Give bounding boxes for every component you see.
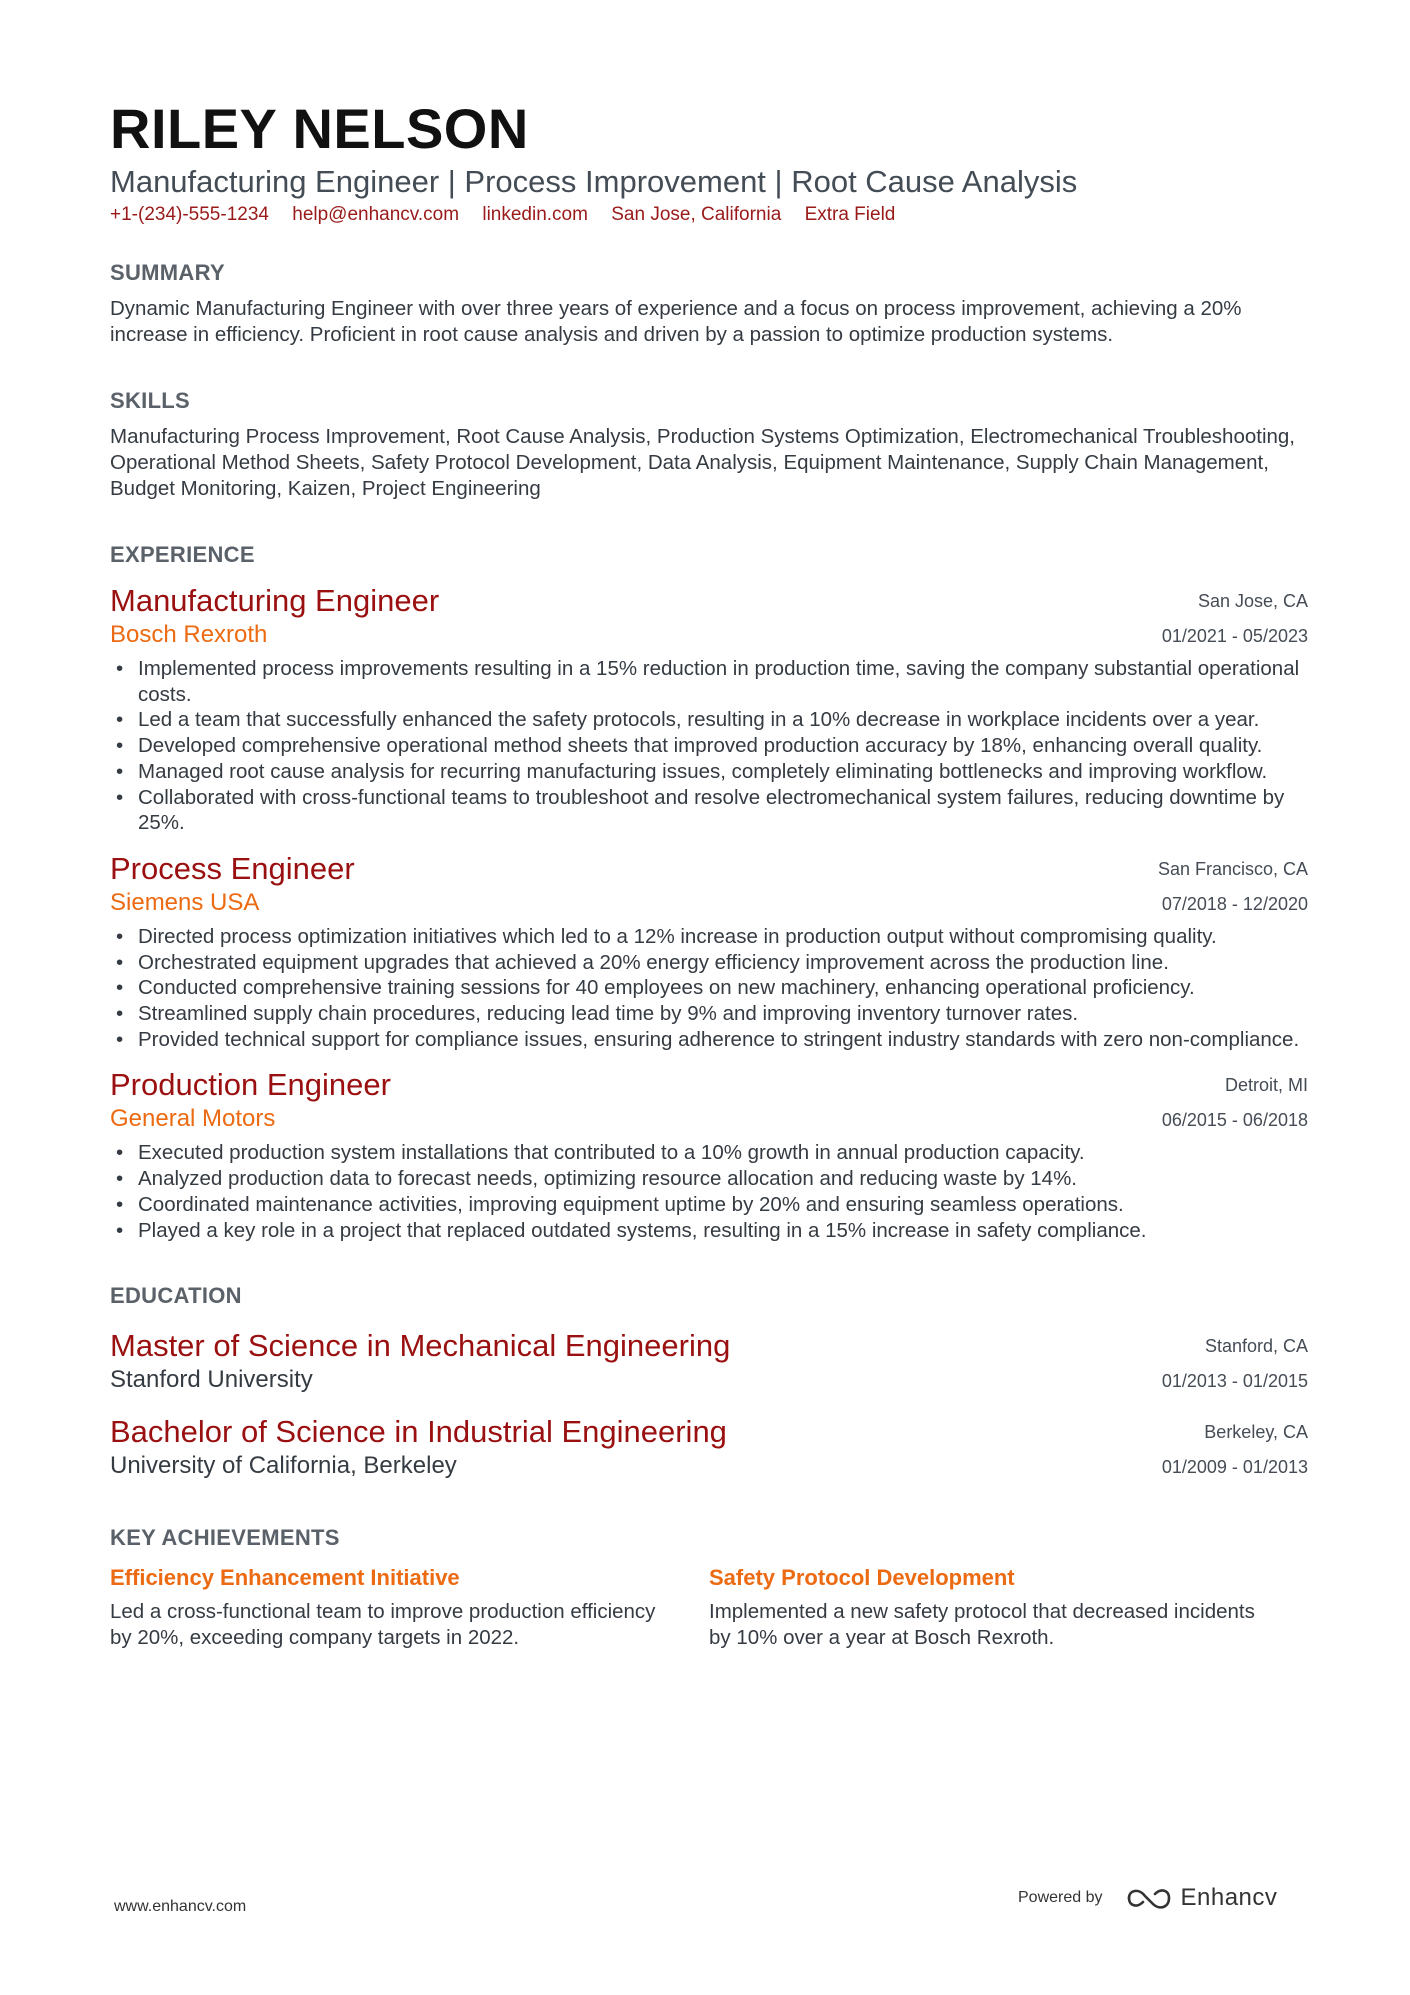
summary-text: Dynamic Manufacturing Engineer with over three years of experience and a focus on process improvement, achieving a 20% increase in efficiency. Proficient in root cause analysis and driven by a passion to optimize production systems. (110, 297, 1242, 346)
bullet-item: • Implemented process improvements resulting in a 15% reduction in production time, saving the company substantial operational costs. (110, 656, 1320, 707)
job-meta (1162, 1068, 1308, 1138)
degree: Bachelor of Science in Industrial Engineering (110, 1414, 727, 1450)
bullet-item: • Conducted comprehensive training sessions for 40 employees on new machinery, enhancing operational proficiency. (110, 975, 1320, 1001)
achievement-text: Implemented a new safety protocol that decreased incidents by 10% over a year at Bosch Rexroth. (709, 1600, 1255, 1650)
degree: Master of Science in Mechanical Engineering (110, 1328, 731, 1364)
job-location: San Jose, CA (1197, 591, 1308, 611)
job-company: Siemens USA (110, 888, 260, 916)
powered-by-label: Powered by (1018, 1889, 1103, 1906)
bullet-item: • Coordinated maintenance activities, improving equipment uptime by 20% and ensuring seamless operations. (110, 1192, 1320, 1218)
job-bullets (110, 656, 1308, 836)
education-dates: 01/2009 - 01/2013 (1161, 1457, 1308, 1478)
achievements-grid (110, 1563, 1308, 1651)
bullet-item: • Provided technical support for compliance issues, ensuring adherence to stringent industry standards with zero non-compliance. (110, 1027, 1320, 1053)
brand-name[interactable]: Enhancv (1180, 1884, 1278, 1911)
job-entry (110, 850, 1308, 1053)
location: San Jose, California (611, 204, 782, 225)
bullet-item: • Played a key role in a project that replaced outdated systems, resulting in a 15% increase in safety compliance. (110, 1218, 1320, 1244)
job-entry (110, 582, 1308, 836)
education-location: Stanford, CA (1204, 1336, 1308, 1357)
education-location: Berkeley, CA (1204, 1422, 1308, 1443)
job-location: San Francisco, CA (1157, 858, 1308, 879)
bullet-item: • Streamlined supply chain procedures, reducing lead time by 9% and improving inventory turnover rates. (110, 1001, 1320, 1027)
job-bullets (110, 1140, 1308, 1243)
education-heading: EDUCATION (110, 1283, 242, 1309)
education-entry (110, 1413, 1308, 1481)
bullet-item: • Executed production system installations that contributed to a 10% growth in annual production capacity. (110, 1140, 1320, 1166)
skills-heading: SKILLS (110, 388, 191, 413)
bullet-item: • Developed comprehensive operational method sheets that improved production accuracy by 18%, enhancing overall quality. (110, 733, 1320, 759)
job-dates: 07/2018 - 12/2020 (1161, 893, 1308, 914)
education-dates: 01/2013 - 01/2015 (1161, 1371, 1308, 1392)
enhancv-logo-icon (1125, 1884, 1173, 1912)
job-dates: 01/2021 - 05/2023 (1161, 626, 1308, 646)
school: University of California, Berkeley (110, 1452, 457, 1480)
candidate-name: RILEY NELSON (110, 97, 529, 160)
education-meta (1162, 1329, 1308, 1399)
job-company: General Motors (110, 1105, 276, 1133)
job-title: Production Engineer (110, 1067, 391, 1103)
bullet-item: • Led a team that successfully enhanced the safety protocols, resulting in a 10% decrease in workplace incidents over a year. (110, 707, 1320, 733)
bullet-item: • Analyzed production data to forecast needs, optimizing resource allocation and reducing waste by 14%. (110, 1166, 1320, 1192)
extra-field: Extra Field (804, 204, 896, 225)
job-location: Detroit, MI (1224, 1075, 1308, 1096)
summary-heading: SUMMARY (110, 260, 225, 285)
achievement-item (709, 1563, 1308, 1651)
bullet-item: • Collaborated with cross-functional teams to troubleshoot and resolve electromechanical system failures, reducing downtime by 25%. (110, 785, 1320, 836)
skills-text: Manufacturing Process Improvement, Root Cause Analysis, Production Systems Optimization, Electromechanical Troubleshooting, Operational Method Sheets, Safety Protocol Development, Data Analysis, Equipment Maintenance, Supply Chain Management, Budget Monitoring, Kaizen, Project Engineering (110, 425, 1295, 500)
bullet-item: • Managed root cause analysis for recurring manufacturing issues, completely eliminating bottlenecks and improving workflow. (110, 759, 1320, 785)
achievement-title: Efficiency Enhancement Initiative (110, 1565, 460, 1591)
job-title: Manufacturing Engineer (110, 583, 440, 618)
achievement-title: Safety Protocol Development (709, 1565, 1015, 1591)
job-dates: 06/2015 - 06/2018 (1161, 1110, 1308, 1131)
achievement-item (110, 1563, 709, 1651)
footer-website[interactable]: www.enhancv.com (114, 1898, 247, 1915)
phone[interactable]: +1-(234)-555-1234 (110, 204, 269, 225)
achievements-heading: KEY ACHIEVEMENTS (110, 1525, 340, 1551)
bullet-item: • Orchestrated equipment upgrades that achieved a 20% energy efficiency improvement across the production line. (110, 950, 1320, 976)
experience-heading: EXPERIENCE (110, 542, 255, 567)
linkedin-link[interactable]: linkedin.com (482, 204, 588, 225)
footer-branding (1018, 1884, 1277, 1912)
email[interactable]: help@enhancv.com (292, 204, 460, 225)
job-title: Process Engineer (110, 850, 355, 886)
resume-page (110, 96, 1308, 1651)
job-meta (1162, 584, 1308, 654)
education-entry (110, 1327, 1308, 1395)
education-meta (1162, 1415, 1308, 1485)
school: Stanford University (110, 1366, 313, 1394)
job-bullets (110, 924, 1308, 1053)
achievement-text: Led a cross-functional team to improve production efficiency by 20%, exceeding company targets in 2022. (110, 1600, 656, 1650)
headline: Manufacturing Engineer | Process Improvement | Root Cause Analysis (110, 164, 1078, 199)
bullet-item: • Directed process optimization initiatives which led to a 12% increase in production output without compromising quality. (110, 924, 1320, 950)
job-company: Bosch Rexroth (110, 621, 268, 648)
contact-info (110, 202, 1308, 228)
job-entry (110, 1066, 1308, 1243)
job-meta (1158, 852, 1308, 922)
